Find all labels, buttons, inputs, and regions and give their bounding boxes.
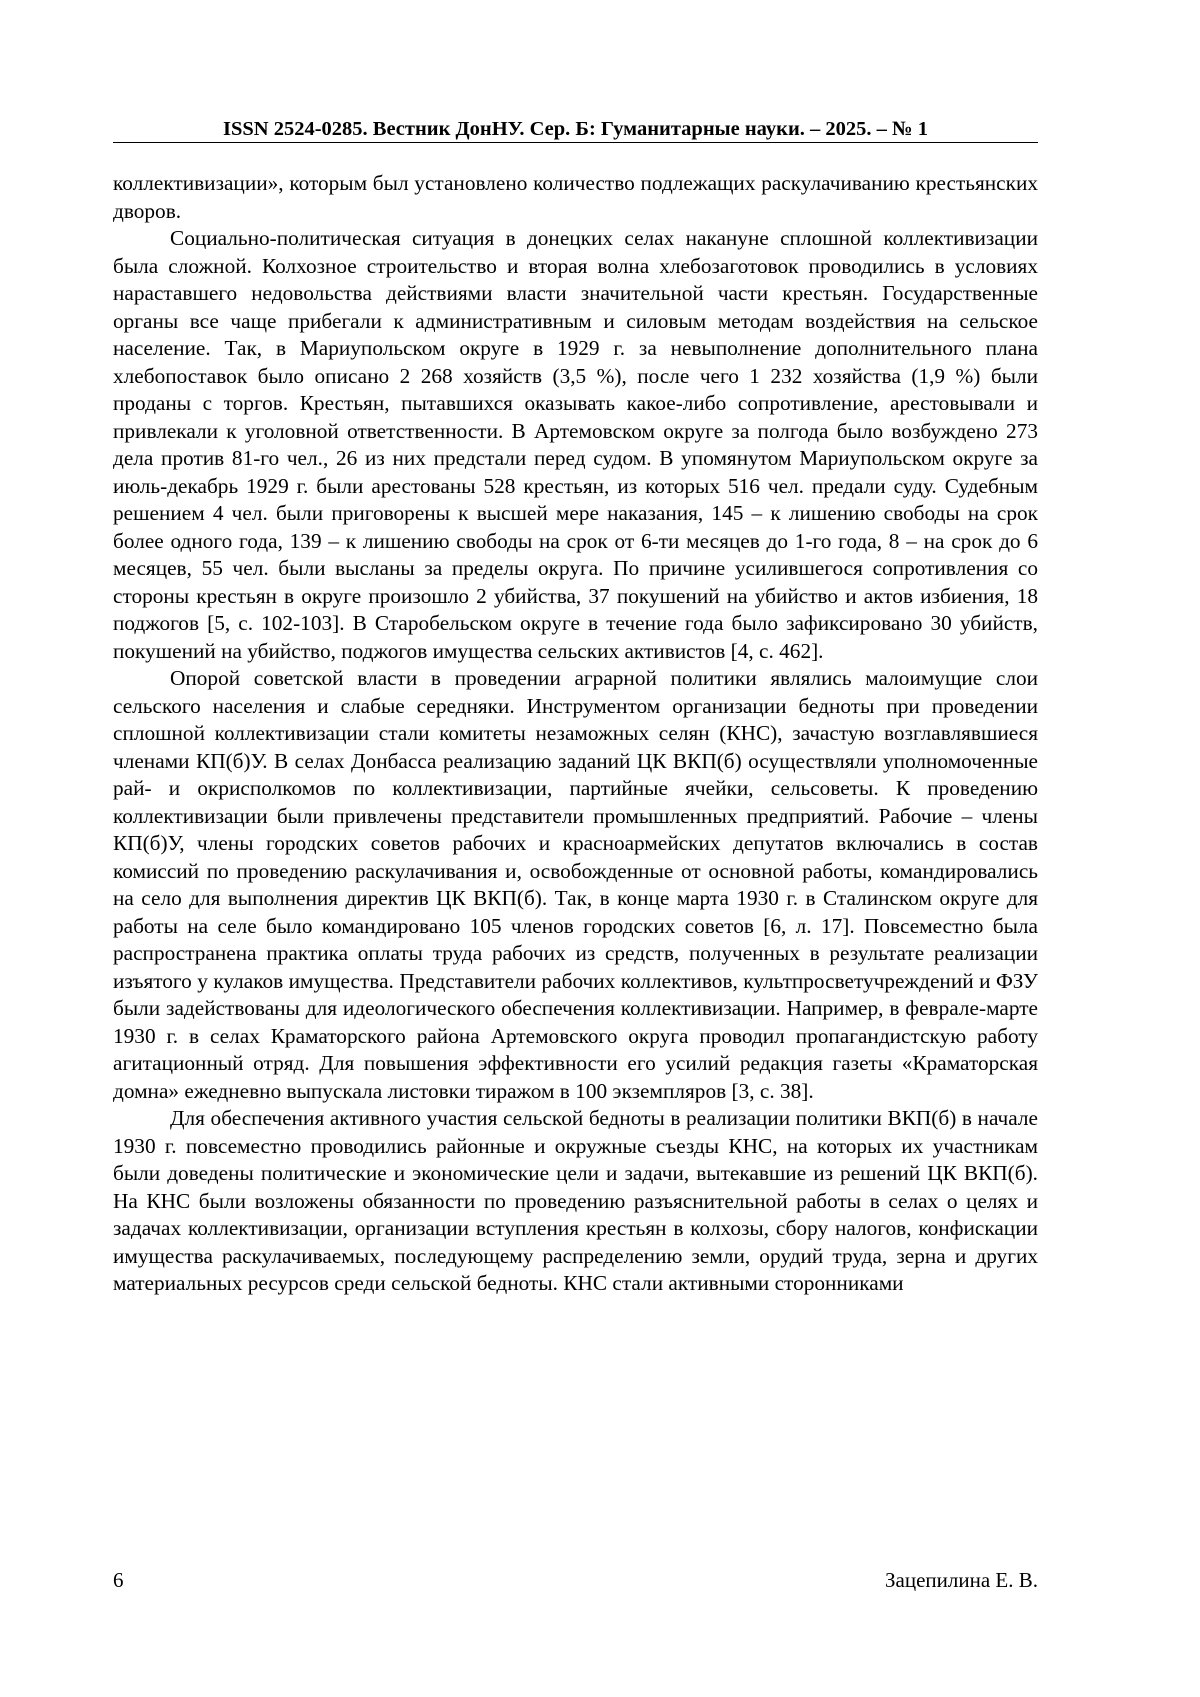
paragraph-social-political-situation: Социально-политическая ситуация в донецких селах накануне сплошной коллективизации была сложной. Колхозное строительство и вторая волна хлебозаготовок проводились в условиях нараставшего недовольства действиями власти значительной части крестьян. Государственные органы все чаще прибегали к административным и силовым методам воздействия на сельское население. Так, в Мариупольском округе в 1929 г. за невыполнение дополнительного плана хлебопоставок было описано 2 268 хозяйств (3,5 %), после чего 1 232 хозяйства (1,9 %) были проданы с торгов. Крестьян, пытавшихся оказывать какое-либо сопротивление, арестовывали и привлекали к уголовной ответственности. В Артемовском округе за полгода было возбуждено 273 дела против 81-го чел., 26 из них предстали перед судом. В упомянутом Мариупольском округе за июль-декабрь 1929 г. были арестованы 528 крестьян, из которых 516 чел. предали суду. Судебным решением 4 чел. были приговорены к высшей мере наказания, 145 – к лишению свободы на срок более одного года, 139 – к лишению свободы на срок от 6-ти месяцев до 1-го года, 8 – на срок до 6 месяцев, 55 чел. были высланы за пределы округа. По причине усилившегося сопротивления со стороны крестьян в округе произошло 2 убийства, 37 покушений на убийство и актов избиения, 18 поджогов [5, с. 102-103]. В Старобельском округе в течение года было зафиксировано 30 убийств, покушений на убийство, поджогов имущества сельских активистов [4, с. 462]. bbox=[113, 226, 1038, 663]
paragraph-support-of-soviet-power: Опорой советской власти в проведении аграрной политики являлись малоимущие слои сельского населения и слабые середняки. Инструментом организации бедноты при проведении сплошной коллективизации стали комитеты незаможных селян (КНС), зачастую возглавлявшиеся членами КП(б)У. В селах Донбасса реализацию заданий ЦК ВКП(б) осуществляли уполномоченные рай- и окрисполкомов по коллективизации, партийные ячейки, сельсоветы. К проведению коллективизации были привлечены представители промышленных предприятий. Рабочие – члены КП(б)У, члены городских советов рабочих и красноармейских депутатов включались в состав комиссий по проведению раскулачивания и, освобожденные от основной работы, командировались на село для выполнения директив ЦК ВКП(б). Так, в конце марта 1930 г. в Сталинском округе для работы на селе было командировано 105 членов городских советов [6, л. 17]. Повсеместно была распространена практика оплаты труда рабочих из средств, полученных в результате реализации изъятого у кулаков имущества. Представители рабочих коллективов, культпросветучреждений и ФЗУ были задействованы для идеологического обеспечения коллективизации. Например, в феврале-марте 1930 г. в селах Краматорского района Артемовского округа проводил пропагандистскую работу агитационный отряд. Для повышения эффективности его усилий редакция газеты «Краматорская домна» ежедневно выпускала листовки тиражом в 100 экземпляров [3, с. 38]. bbox=[113, 666, 1038, 1103]
running-header: ISSN 2524-0285. Вестник ДонНУ. Сер. Б: Гуманитарные науки. – 2025. – № 1 bbox=[223, 118, 928, 140]
paragraph-poor-peasants-participation: Для обеспечения активного участия сельской бедноты в реализации политики ВКП(б) в начале 1930 г. повсеместно проводились районные и окружные съезды КНС, на которых их участникам были доведены политические и экономические цели и задачи, вытекавшие из решений ЦК ВКП(б). На КНС были возложены обязанности по проведению разъяснительной работы в селах о целях и задачах коллективизации, организации вступления крестьян в колхозы, сбору налогов, конфискации имущества раскулачиваемых, последующему распределению земли, орудий труда, зерна и других материальных ресурсов среди сельской бедноты. КНС стали активными сторонниками bbox=[113, 1106, 1038, 1295]
page-number: 6 bbox=[113, 1568, 124, 1592]
footer-author: Зацепилина Е. В. bbox=[885, 1568, 1038, 1592]
article-body bbox=[113, 170, 1038, 1298]
paragraph-continuation: коллективизации», которым был установлено количество подлежащих раскулачиванию крестьянских дворов. bbox=[113, 171, 1038, 223]
header-divider bbox=[113, 142, 1038, 143]
